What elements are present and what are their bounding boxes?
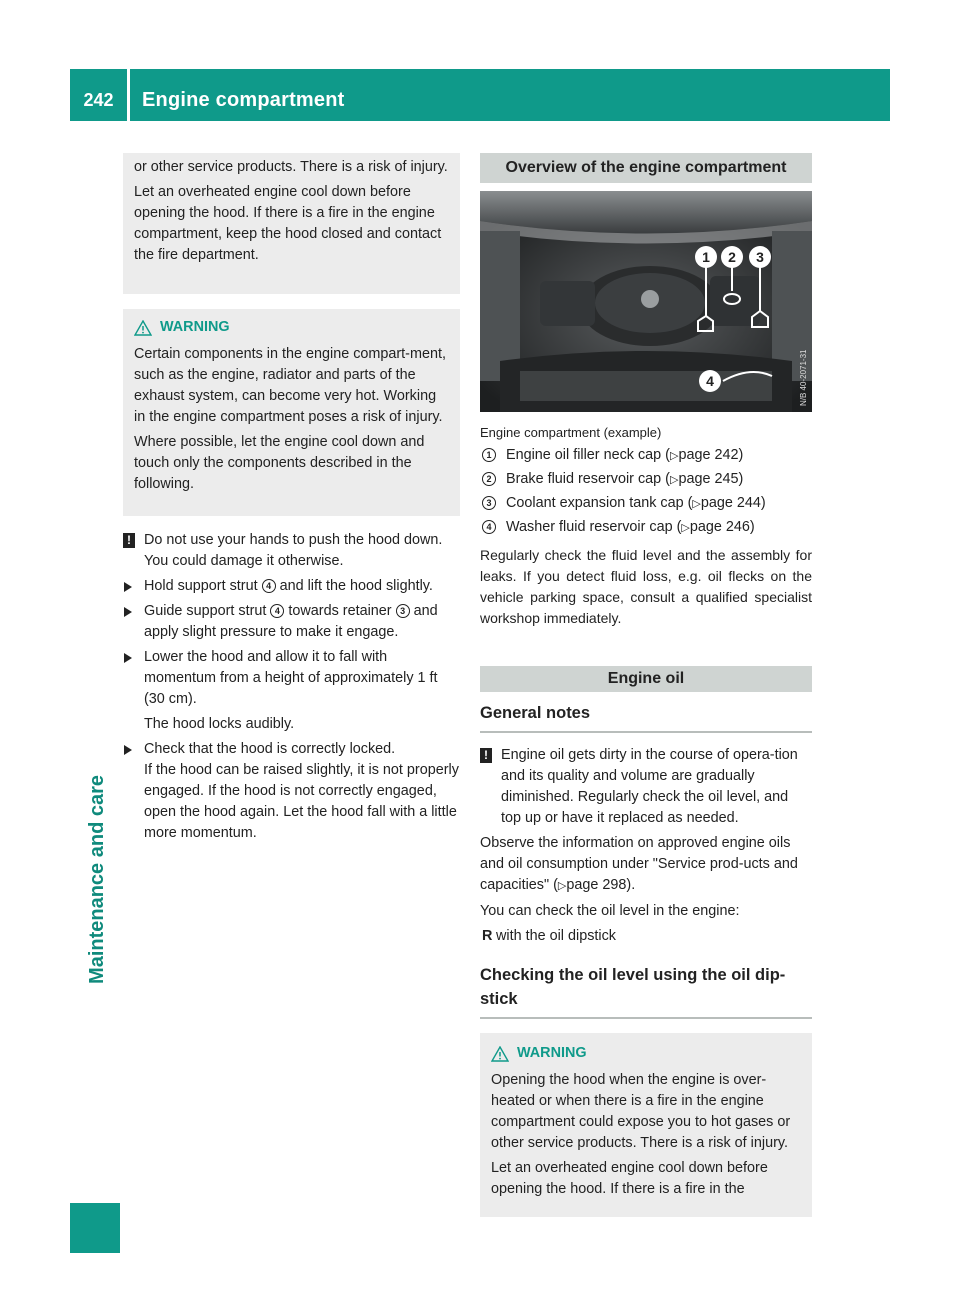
subsection-heading: General notes [480, 701, 812, 733]
photo-callout-1: 1 [702, 249, 710, 265]
warning-triangle-icon [491, 1046, 509, 1062]
callout-number: 4 [482, 520, 496, 534]
side-tab-marker [70, 1203, 120, 1253]
step-arrow-icon [124, 745, 132, 755]
callout-number: 2 [482, 472, 496, 486]
legend-text: Brake fluid reservoir cap ( [506, 471, 670, 487]
page-header [70, 69, 890, 121]
warning-text: Where possible, let the engine cool down and touch only the components described in the following. [134, 434, 425, 492]
step-text: Guide support strut [144, 603, 271, 619]
legend-item [480, 493, 812, 515]
step-text: and lift the hood slightly. [275, 578, 433, 594]
warning-title: WARNING [160, 319, 230, 335]
warning-heading [491, 1043, 801, 1064]
notice-text: Engine oil gets dirty in the course of opera-tion and its quality and volume are gradually diminished. Regularly check the oil level, and top up or have it replaced as needed. [501, 747, 798, 826]
image-caption: Engine compartment (example) [480, 425, 662, 440]
exclamation-icon: ! [123, 533, 135, 548]
warning-title: WARNING [517, 1045, 587, 1061]
callout-number: 3 [482, 496, 496, 510]
body-paragraph: You can check the oil level in the engine: [480, 903, 740, 919]
side-tab-label: Maintenance and care [86, 775, 108, 984]
page-reference[interactable]: page 246) [689, 519, 755, 535]
photo-code: N/B 40-2071-31 [799, 349, 808, 406]
notice-text: Do not use your hands to push the hood down. You could damage it otherwise. [144, 532, 443, 569]
engine-compartment-photo [480, 191, 812, 412]
callout-number: 3 [396, 604, 410, 618]
exclamation-icon: ! [480, 748, 492, 763]
page-title: Engine compartment [142, 89, 345, 111]
page-number: 242 [83, 90, 114, 110]
step-arrow-icon [124, 607, 132, 617]
body-paragraph [480, 833, 812, 897]
page-reference[interactable]: page 244) [700, 495, 766, 511]
legend-item [480, 445, 812, 467]
warning-text: Certain components in the engine compart-ment, such as the engine, radiator and parts of the exhaust system, can become very hot. Working in the engine compartment poses a risk of injury. [134, 346, 446, 425]
page-reference[interactable]: page 298). [566, 877, 636, 893]
callout-number: 4 [262, 579, 276, 593]
callout-number: 1 [482, 448, 496, 462]
body-text: Observe the information on approved engine oils and oil consumption under "Service prod-ucts and capacities" ( [480, 835, 798, 893]
page-reference[interactable]: page 242) [678, 447, 744, 463]
page-reference[interactable]: page 245) [678, 471, 744, 487]
body-paragraph: Regularly check the fluid level and the assembly for leaks. If you detect fluid loss, e.g. oil flecks on the vehicle parking space, consult a qualified specialist workshop immediately. [480, 547, 812, 626]
page-ref-arrow-icon: ▷ [681, 522, 690, 534]
instruction-step [123, 576, 460, 597]
notice [480, 745, 812, 829]
warning-box [123, 309, 460, 516]
photo-callout-2: 2 [728, 249, 736, 265]
callout-number: 4 [270, 604, 284, 618]
subsection-heading: Checking the oil level using the oil dip-stick [480, 963, 812, 1019]
header-divider [127, 69, 130, 121]
step-arrow-icon [124, 653, 132, 663]
instruction-step [123, 739, 460, 844]
warning-box-continued [123, 153, 460, 294]
step-text: towards retainer [284, 603, 396, 619]
list-item [480, 926, 812, 947]
instruction-step [123, 647, 460, 710]
warning-triangle-icon [134, 320, 152, 336]
step-result: If the hood can be raised slightly, it is not properly engaged. If the hood is not correctly engaged, open the hood again. Let the hood fall with a little more momentum. [144, 762, 459, 841]
notice [123, 530, 460, 572]
step-text: Check that the hood is correctly locked. [144, 741, 396, 757]
legend-item [480, 517, 812, 539]
page-ref-arrow-icon: ▷ [669, 474, 679, 486]
warning-heading [134, 317, 449, 338]
engine-photo-illustration [480, 191, 812, 412]
warning-text: or other service products. There is a risk of injury. [134, 159, 448, 175]
section-side-tab [78, 775, 118, 1255]
warning-box [480, 1033, 812, 1217]
section-heading: Engine oil [480, 666, 812, 692]
left-column [123, 153, 460, 844]
warning-text: Let an overheated engine cool down before opening the hood. If there is a fire in the [491, 1160, 768, 1197]
list-item-text: with the oil dipstick [496, 928, 616, 944]
page-ref-arrow-icon: ▷ [692, 498, 701, 510]
warning-text: Opening the hood when the engine is over-heated or when there is a fire in the engine compartment could expose you to hot gases or other service products. There is a risk of injury. [491, 1072, 791, 1151]
step-text: Lower the hood and allow it to fall with momentum from a height of approximately 1 ft (30 cm). [144, 649, 438, 707]
legend-text: Coolant expansion tank cap ( [506, 495, 693, 511]
legend-text: Engine oil filler neck cap ( [506, 447, 670, 463]
photo-callout-3: 3 [756, 249, 764, 265]
step-text: Hold support strut [144, 578, 262, 594]
warning-text: Let an overheated engine cool down before opening the hood. If there is a fire in the engine compartment, keep the hood closed and contact the fire department. [134, 184, 442, 263]
step-arrow-icon [124, 582, 132, 592]
page-ref-arrow-icon: ▷ [669, 450, 679, 462]
legend-item [480, 469, 812, 491]
section-heading: Overview of the engine compartment [480, 153, 812, 183]
step-result: The hood locks audibly. [144, 716, 295, 732]
right-column [480, 153, 812, 1217]
page-ref-arrow-icon: ▷ [557, 880, 567, 892]
step-text: and apply slight pressure to make it engage. [144, 603, 438, 640]
bullet-icon: R [482, 928, 493, 944]
instruction-step [123, 601, 460, 643]
legend-text: Washer fluid reservoir cap ( [506, 519, 682, 535]
photo-callout-4: 4 [706, 373, 714, 389]
